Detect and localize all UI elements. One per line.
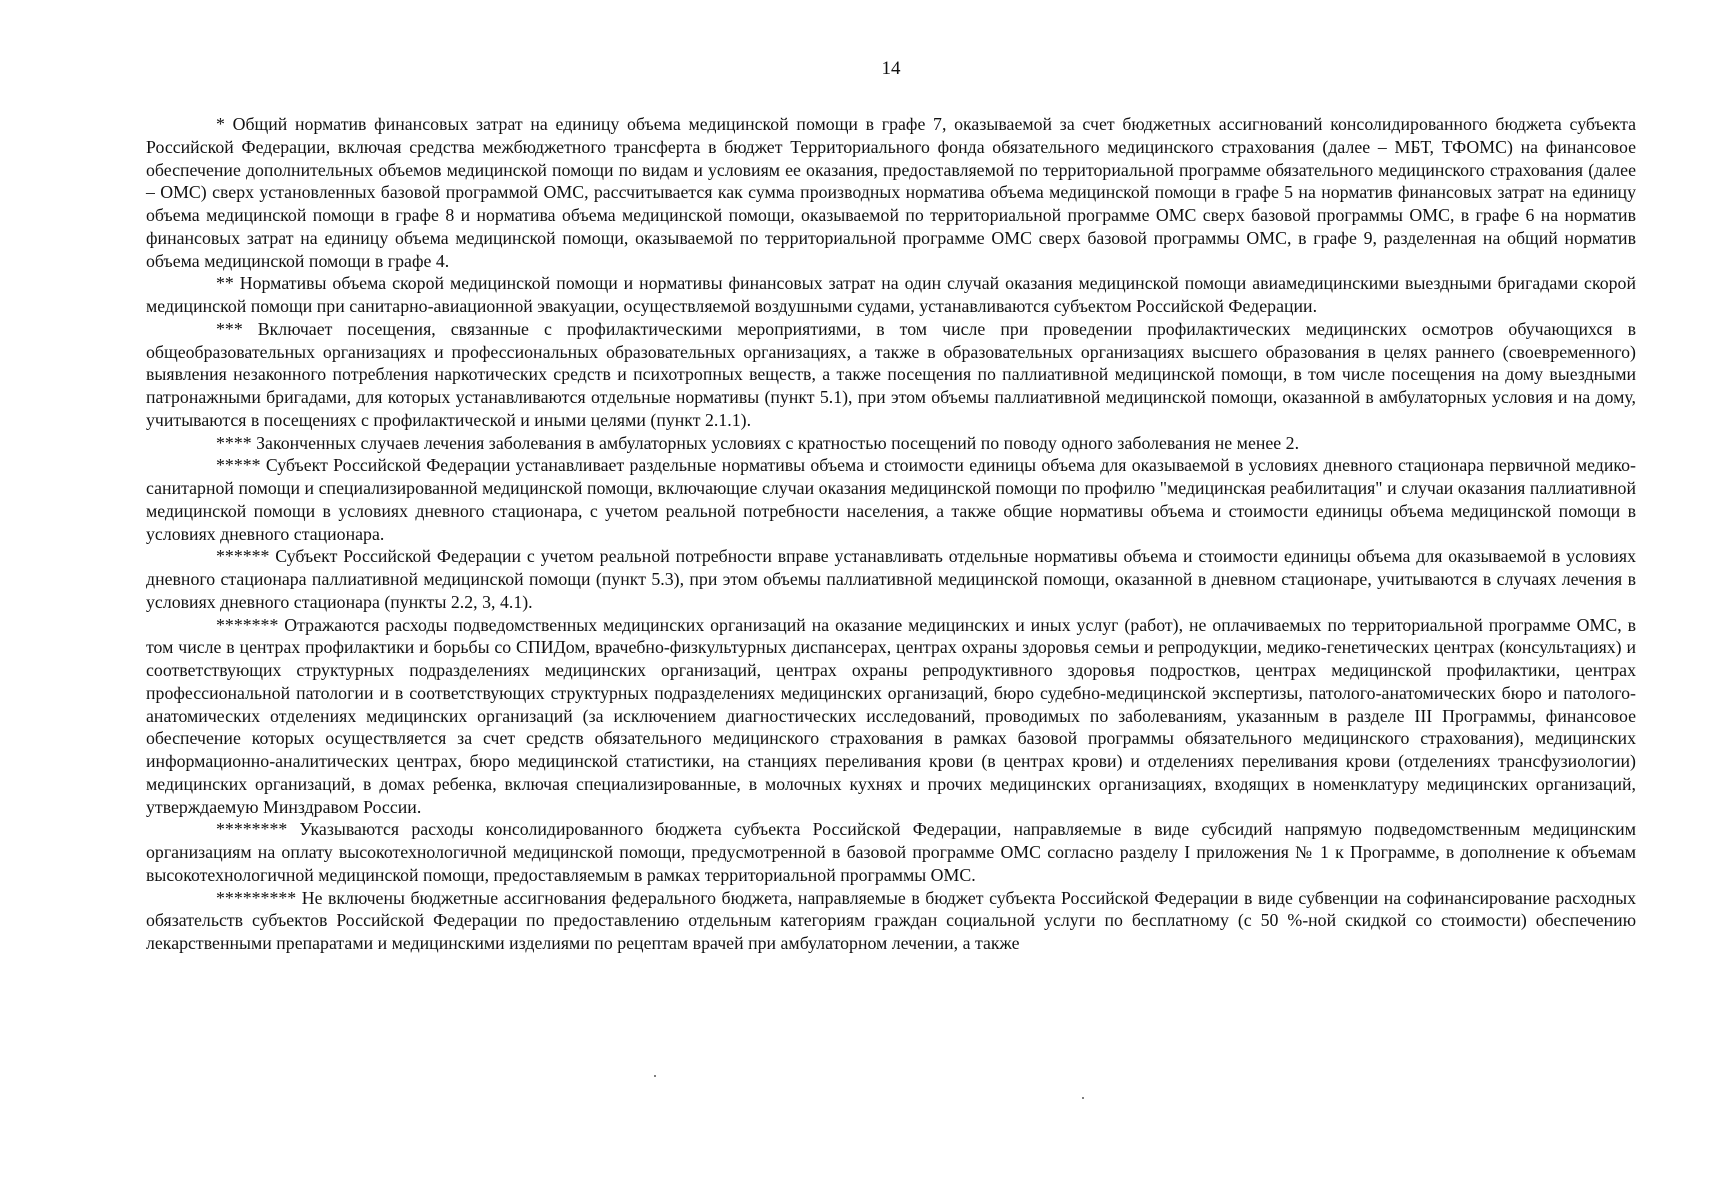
- footnote-3: *** Включает посещения, связанные с профилактическими мероприятиями, в том числе при проведении профилактических медицинских осмотров обучающихся в общеобразовательных организациях и профессиональных образовательных организациях, а также в образовательных организациях высшего образования в целях раннего (своевременного) выявления незаконного потребления наркотических средств и психотропных веществ, а также посещения по паллиативной медицинской помощи, в том числе посещения на дому выездными патронажными бригадами, для которых устанавливаются отдельные нормативы (пункт 5.1), при этом объемы паллиативной медицинской помощи, оказанной в амбулаторных условия и на дому, учитываются в посещениях с профилактической и иными целями (пункт 2.1.1).: [146, 318, 1636, 430]
- footnote-6: ****** Субъект Российской Федерации с учетом реальной потребности вправе устанавливать отдельные нормативы объема и стоимости единицы объема для оказываемой в условиях дневного стационара паллиативной медицинской помощи (пункт 5.3), при этом объемы паллиативной медицинской помощи, оказанной в дневном стационаре, учитываются в случаях лечения в условиях дневного стационара (пункты 2.2, 3, 4.1).: [146, 546, 1636, 612]
- scan-speck-mark: [1082, 1097, 1084, 1099]
- footnote-2: ** Нормативы объема скорой медицинской помощи и нормативы финансовых затрат на один случай оказания медицинской помощи авиамедицинскими выездными бригадами скорой медицинской помощи при санитарно-авиационной эвакуации, осуществляемой воздушными судами, устанавливаются субъектом Российской Федерации.: [146, 273, 1636, 316]
- footnote-5: ***** Субъект Российской Федерации устанавливает раздельные нормативы объема и стоимости единицы объема для оказываемой в условиях дневного стационара первичной медико-санитарной помощи и специализированной медицинской помощи, включающие случаи оказания медицинской помощи по профилю "медицинская реабилитация" и случаи оказания паллиативной медицинской помощи в условиях дневного стационара, с учетом реальной потребности населения, а также общие нормативы объема и стоимости единицы объема медицинской помощи в условиях дневного стационара.: [146, 455, 1636, 544]
- scan-speck-mark: [654, 1075, 656, 1077]
- footnote-4: **** Законченных случаев лечения заболевания в амбулаторных условиях с кратностью посещений по поводу одного заболевания не менее 2.: [216, 432, 1300, 453]
- footnote-8: ******** Указываются расходы консолидированного бюджета субъекта Российской Федерации, направляемые в виде субсидий напрямую подведомственным медицинским организациям на оплату высокотехнологичной медицинской помощи, предусмотренной в базовой программе ОМС согласно разделу I приложения № 1 к Программе, в дополнение к объемам высокотехнологичной медицинской помощи, предоставляемым в рамках территориальной программы ОМС.: [146, 819, 1636, 885]
- page-number: 14: [881, 58, 901, 79]
- footnote-7: ******* Отражаются расходы подведомственных медицинских организаций на оказание медицинских и иных услуг (работ), не оплачиваемых по территориальной программе ОМС, в том числе в центрах профилактики и борьбы со СПИДом, врачебно-физкультурных диспансерах, центрах охраны здоровья семьи и репродукции, медико-генетических центрах (консультациях) и соответствующих структурных подразделениях медицинских организаций, центрах охраны репродуктивного здоровья подростков, центрах медицинской профилактики, центрах профессиональной патологии и в соответствующих структурных подразделениях медицинских организаций, бюро судебно-медицинской экспертизы, патолого-анатомических бюро и патолого-анатомических отделениях медицинских организаций (за исключением диагностических исследований, проводимых по заболеваниям, указанным в разделе III Программы, финансовое обеспечение которых осуществляется за счет средств обязательного медицинского страхования в рамках базовой программы обязательного медицинского страхования), медицинских информационно-аналитических центрах, бюро медицинской статистики, на станциях переливания крови (в центрах крови) и отделениях переливания крови (отделениях трансфузиологии) медицинских организаций, в домах ребенка, включая специализированные, в молочных кухнях и прочих медицинских организациях, входящих в номенклатуру медицинских организаций, утверждаемую Минздравом России.: [146, 614, 1636, 817]
- footnote-1: * Общий норматив финансовых затрат на единицу объема медицинской помощи в графе 7, оказываемой за счет бюджетных ассигнований консолидированного бюджета субъекта Российской Федерации, включая средства межбюджетного трансферта в бюджет Территориального фонда обязательного медицинского страхования (далее – МБТ, ТФОМС) на финансовое обеспечение дополнительных объемов медицинской помощи по видам и условиям ее оказания, предоставляемой по территориальной программе обязательного медицинского страхования (далее – ОМС) сверх установленных базовой программой ОМС, рассчитывается как сумма производных норматива объема медицинской помощи в графе 5 на норматив финансовых затрат на единицу объема медицинской помощи в графе 8 и норматива объема медицинской помощи, оказываемой по территориальной программе ОМС сверх базовой программы ОМС, в графе 6 на норматив финансовых затрат на единицу объема медицинской помощи, оказываемой по территориальной программе ОМС сверх базовой программы ОМС, в графе 9, разделенная на общий норматив объема медицинской помощи в графе 4.: [146, 114, 1636, 271]
- footnote-9: ********* Не включены бюджетные ассигнования федерального бюджета, направляемые в бюджет субъекта Российской Федерации в виде субвенции на софинансирование расходных обязательств субъектов Российской Федерации по предоставлению отдельным категориям граждан социальной услуги по бесплатному (с 50 %-ной скидкой со стоимости) обеспечению лекарственными препаратами и медицинскими изделиями по рецептам врачей при амбулаторном лечении, а также: [146, 887, 1636, 953]
- footnotes-section: [146, 113, 1636, 955]
